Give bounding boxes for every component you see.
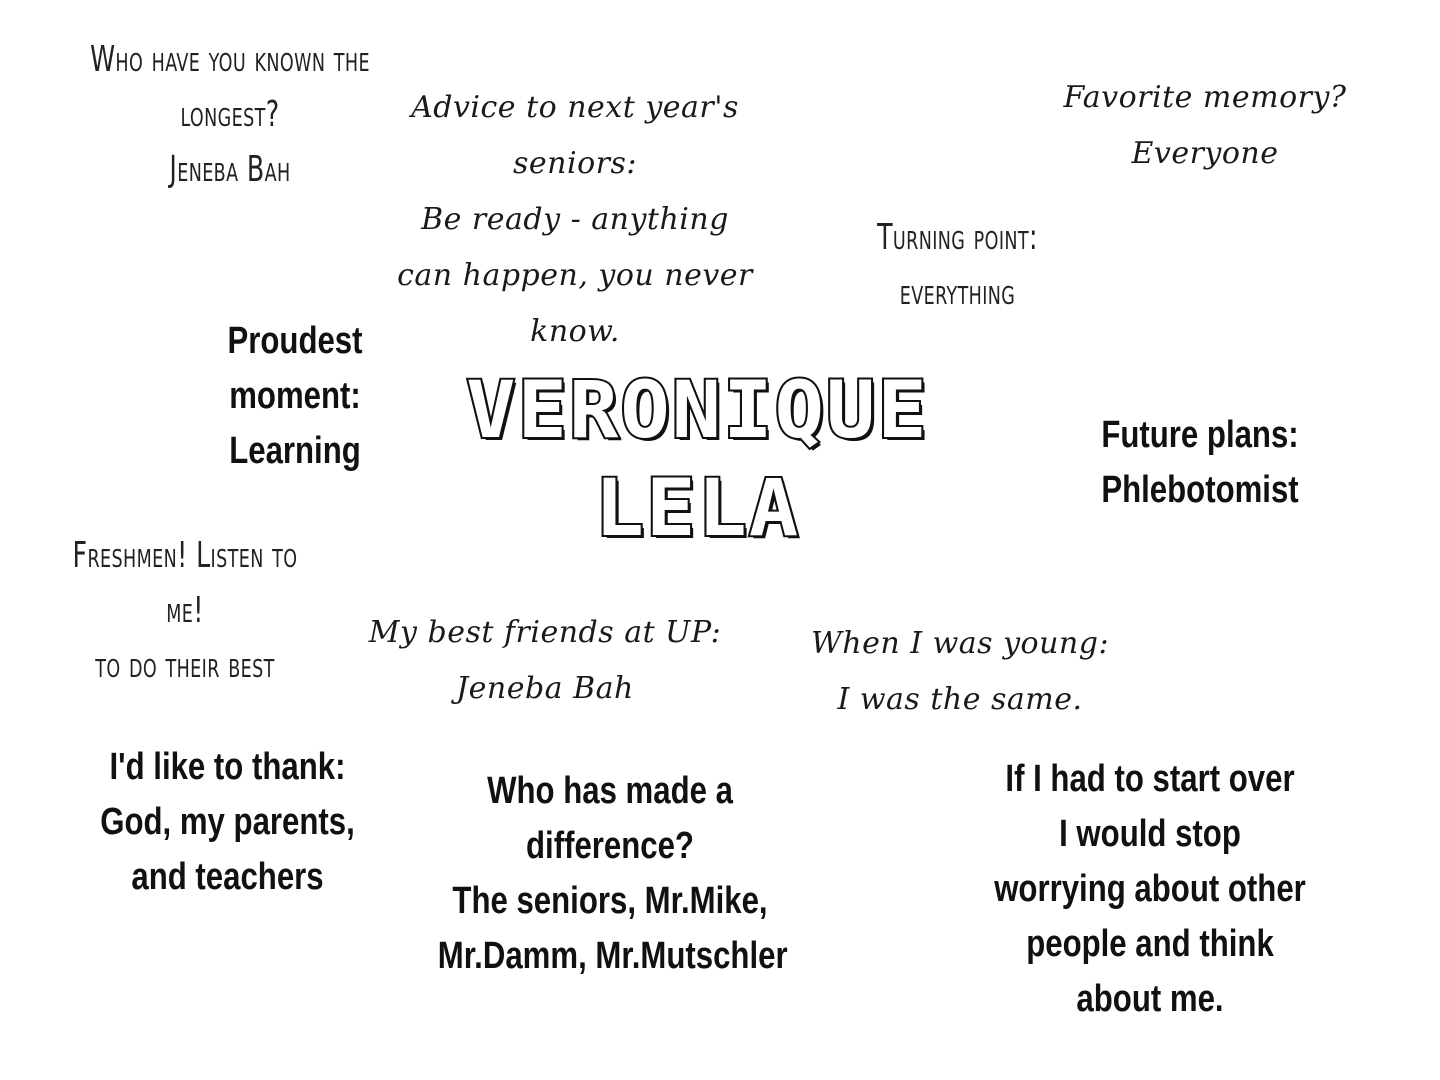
difference-answer-line1: The seniors, Mr.Mike, <box>452 880 768 922</box>
freshmen-advice-block <box>56 528 313 693</box>
future-plans-question: Future plans: <box>1101 414 1299 456</box>
freshmen-question-line1: Freshmen! Listen to <box>72 535 298 576</box>
difference-block <box>437 764 788 984</box>
known-longest-question-line1: Who have you known the <box>90 39 370 80</box>
when-young-block <box>790 616 1130 728</box>
when-young-question: When I was young: <box>810 626 1110 661</box>
start-over-line4: people and think <box>1026 923 1274 965</box>
future-plans-block <box>1085 408 1315 518</box>
known-longest-answer: Jeneba Bah <box>169 149 291 190</box>
start-over-line2: I would stop <box>1059 813 1241 855</box>
advice-question-line1: Advice to next year's <box>411 90 739 125</box>
proudest-moment-block <box>217 314 373 479</box>
start-over-block <box>994 752 1306 1027</box>
advice-answer-line1: Be ready - anything <box>421 202 729 237</box>
student-name <box>406 362 989 558</box>
turning-point-answer: everything <box>899 272 1016 313</box>
proudest-question-line1: Proudest <box>227 320 363 362</box>
best-friends-block <box>350 605 740 717</box>
favorite-memory-answer: Everyone <box>1131 136 1279 171</box>
difference-answer-line2: Mr.Damm, Mr.Mutschler <box>437 935 788 977</box>
favorite-memory-block <box>1040 70 1370 182</box>
student-last-name: LELA <box>594 464 801 554</box>
student-first-name: VERONIQUE <box>466 366 929 456</box>
freshmen-answer: to do their best <box>95 645 275 686</box>
best-friends-answer: Jeneba Bah <box>456 671 634 706</box>
turning-point-block <box>850 210 1065 320</box>
known-longest-question-line2: longest? <box>180 94 280 135</box>
future-plans-answer: Phlebotomist <box>1101 469 1299 511</box>
difference-question-line2: difference? <box>526 825 694 867</box>
advice-answer-line3: know. <box>530 314 620 349</box>
turning-point-question: Turning point: <box>877 217 1038 258</box>
best-friends-question: My best friends at UP: <box>368 615 722 650</box>
thank-answer-line1: God, my parents, <box>100 801 355 843</box>
freshmen-question-line2: me! <box>166 590 204 631</box>
start-over-line3: worrying about other <box>994 868 1306 910</box>
difference-question-line1: Who has made a <box>487 770 733 812</box>
thank-answer-line2: and teachers <box>131 856 324 898</box>
when-young-answer: I was the same. <box>837 682 1083 717</box>
proudest-answer: Learning <box>229 430 361 472</box>
thank-question: I'd like to thank: <box>109 746 346 788</box>
start-over-line1: If I had to start over <box>1005 758 1295 800</box>
favorite-memory-question: Favorite memory? <box>1063 80 1347 115</box>
thank-block <box>90 740 365 905</box>
proudest-question-line2: moment: <box>229 375 361 417</box>
known-longest-block <box>82 32 378 197</box>
advice-answer-line2: can happen, you never <box>397 258 753 293</box>
advice-question-line2: seniors: <box>513 146 637 181</box>
advice-block <box>385 80 765 360</box>
start-over-line5: about me. <box>1076 978 1224 1020</box>
